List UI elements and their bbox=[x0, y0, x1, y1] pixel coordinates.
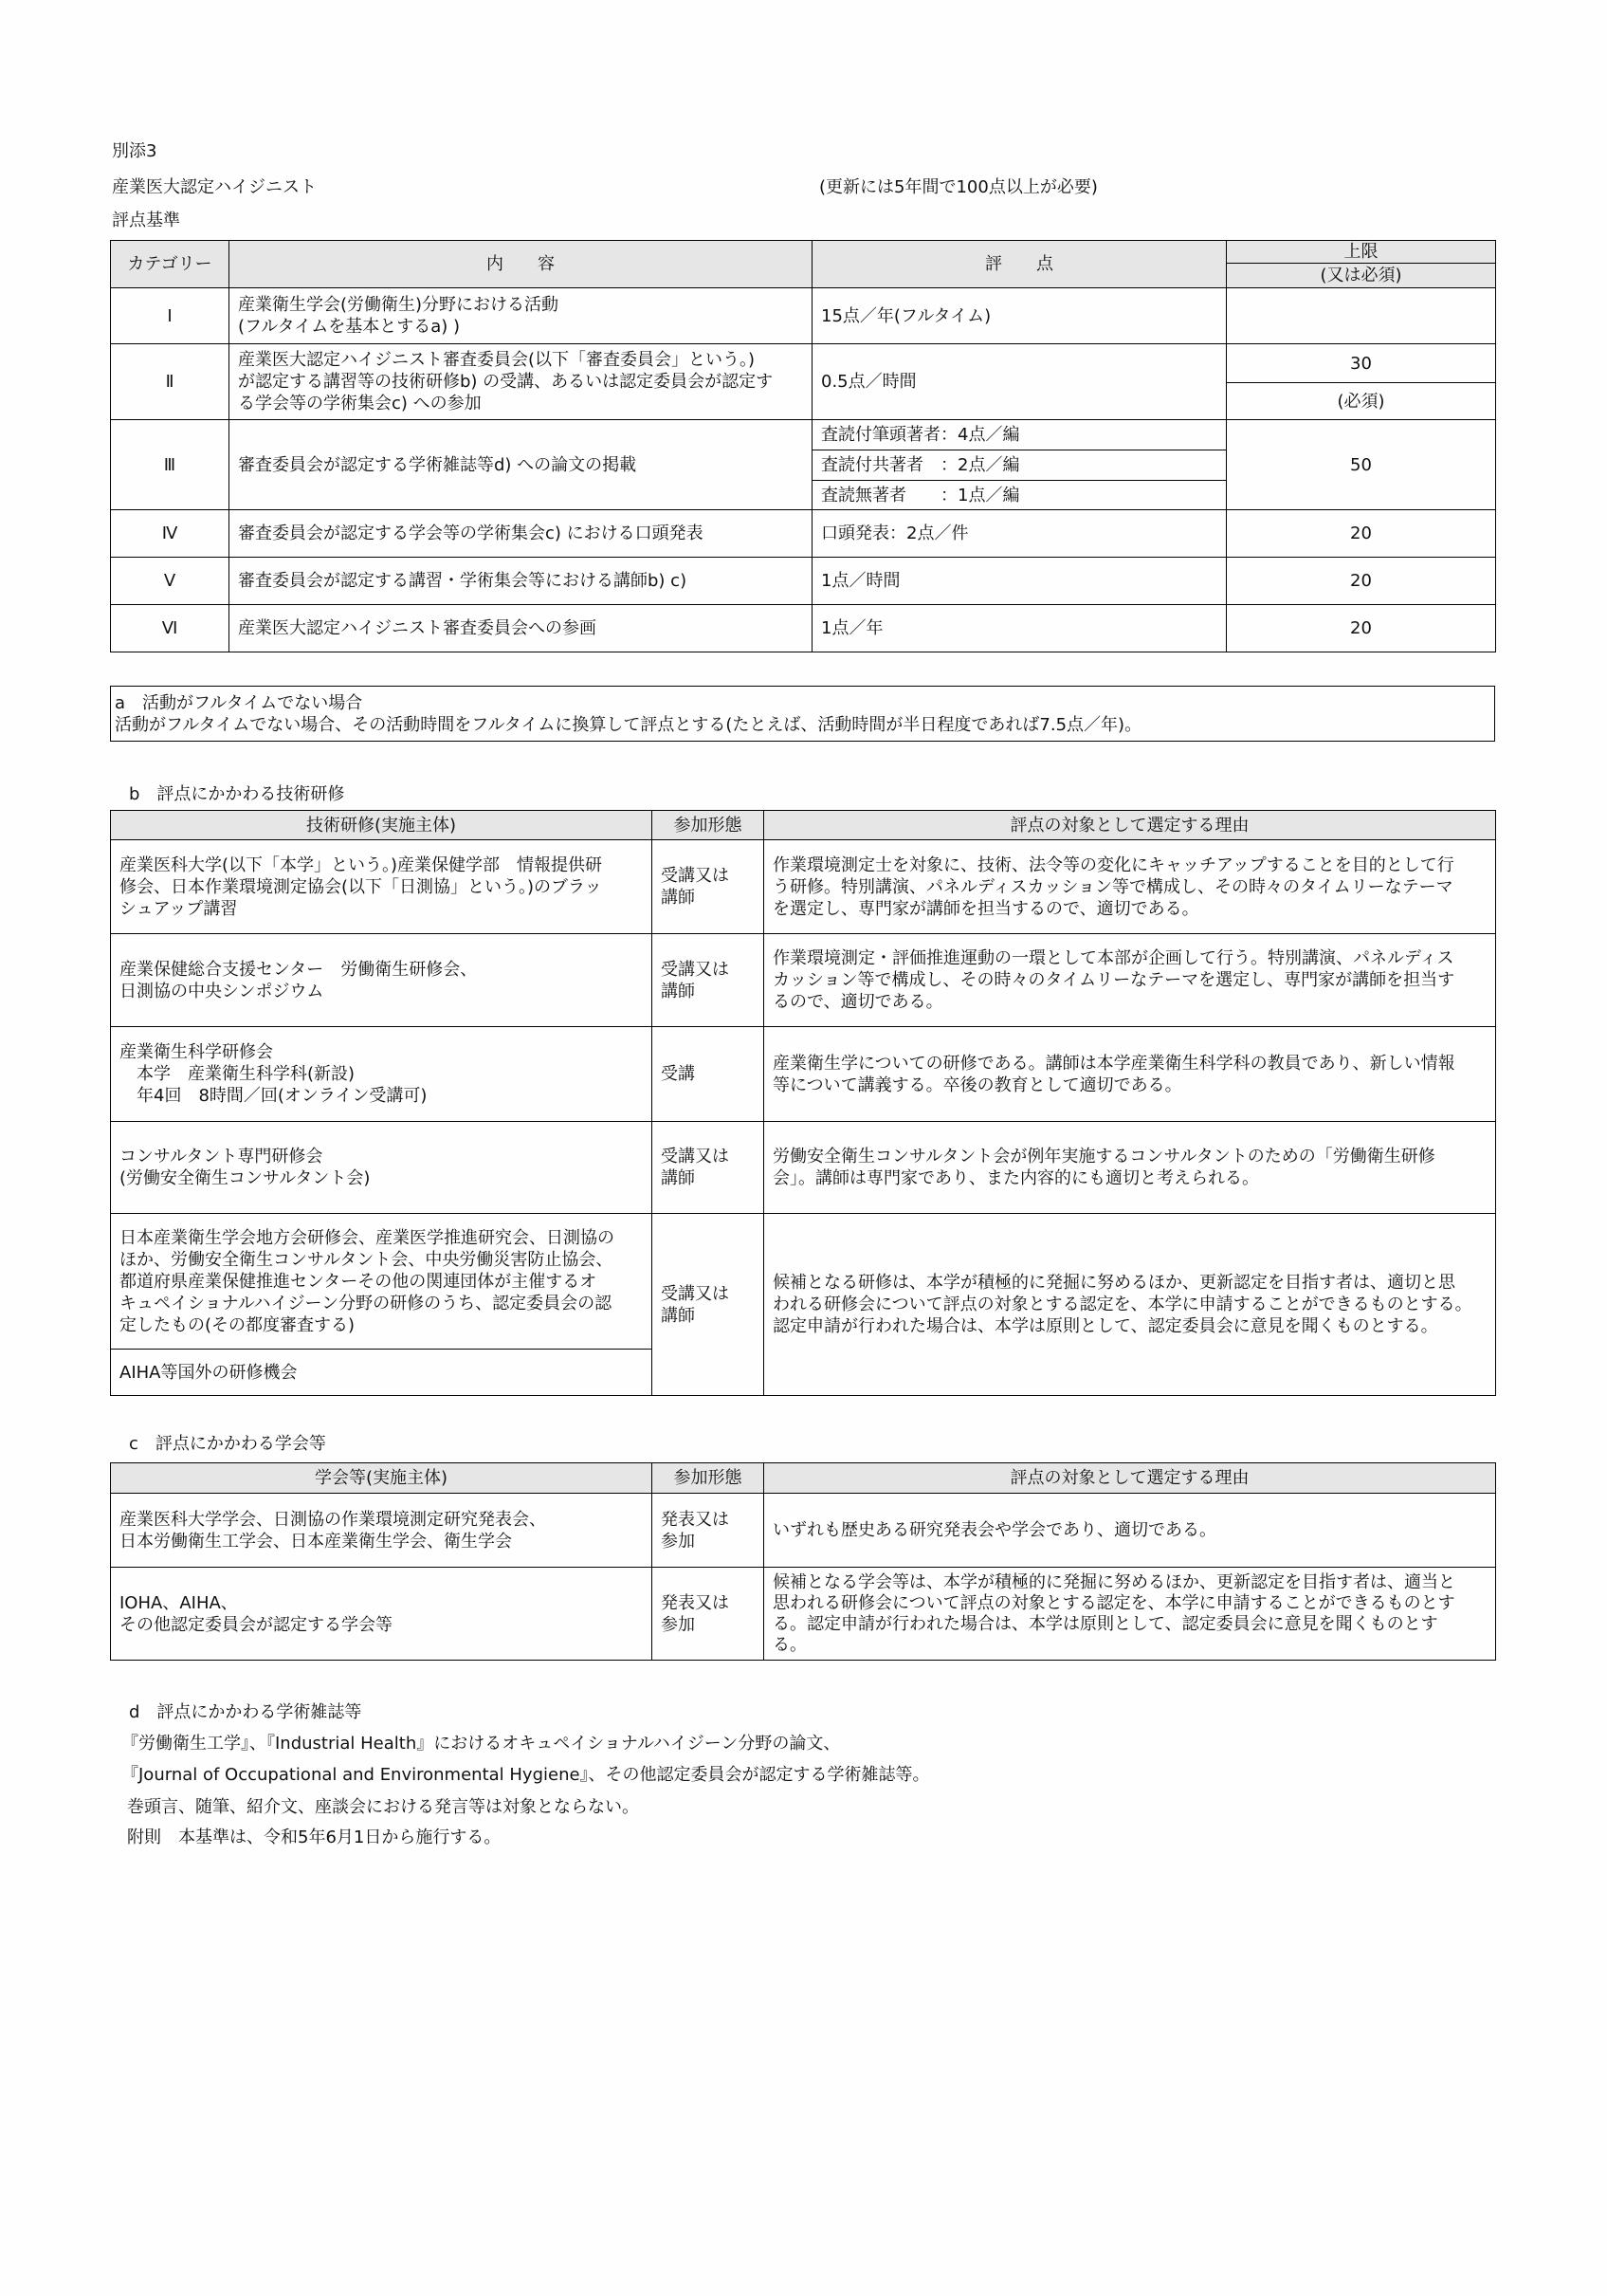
header-score: 評 点 bbox=[813, 241, 1227, 288]
note-a-box bbox=[110, 686, 1495, 742]
note-a-body: 活動がフルタイムでない場合、その活動時間をフルタイムに換算して評点とする(たとえば、活動時間が半日程度であれば7.5点／年)。 bbox=[115, 714, 1142, 735]
reason-cell bbox=[764, 934, 1496, 1027]
participation-cell bbox=[652, 934, 764, 1027]
reason-cell bbox=[764, 840, 1496, 934]
text-line: 参加 bbox=[661, 1531, 695, 1552]
entity-cell bbox=[111, 1494, 652, 1568]
participation-cell bbox=[652, 840, 764, 934]
section-c-title: c 評点にかかわる学会等 bbox=[129, 1434, 326, 1454]
text-line: われる研修会について評点の対象とする認定を、本学に申請することができるものとする。 bbox=[773, 1295, 1472, 1314]
exclusion-note: 巻頭言、随筆、紹介文、座談会における発言等は対象とならない。 bbox=[127, 1797, 639, 1817]
text-line: 作業環境測定士を対象に、技術、法令等の変化にキャッチアップすることを目的として行 bbox=[773, 854, 1454, 875]
content-cell: 産業医大認定ハイジニスト審査委員会への参画 bbox=[229, 605, 813, 652]
table-row bbox=[111, 1214, 1496, 1350]
table-row bbox=[111, 1494, 1496, 1568]
reason-cell bbox=[764, 1027, 1496, 1122]
text-line: 産業衛生学会(労働衛生)分野における活動 bbox=[238, 295, 559, 315]
header-entity: 技術研修(実施主体) bbox=[111, 811, 652, 840]
journal-line: 『労働衛生工学』、『Industrial Health』におけるオキュペイショナルハイジーン分野の論文、 bbox=[121, 1734, 841, 1754]
criteria-label: 評点基準 bbox=[112, 211, 180, 230]
category-cell: Ⅳ bbox=[111, 510, 229, 558]
table-row bbox=[111, 1568, 1496, 1661]
text-line: 等について講義する。卒後の教育として適切である。 bbox=[773, 1075, 1182, 1095]
limit-cell: 30 bbox=[1227, 344, 1496, 383]
limit-cell: 20 bbox=[1227, 510, 1496, 558]
text-line: その他認定委員会が認定する学会等 bbox=[119, 1614, 393, 1635]
header-participation: 参加形態 bbox=[652, 811, 764, 840]
text-line: 候補となる研修は、本学が積極的に発掘に努めるほか、更新認定を目指す者は、適切と思 bbox=[773, 1273, 1455, 1293]
entity-cell bbox=[111, 1214, 652, 1350]
text-line: 日測協の中央シンポジウム bbox=[119, 981, 324, 1001]
text-line: シュアップ講習 bbox=[119, 898, 238, 919]
text-line: ほか、労働安全衛生コンサルタント会、中央労働災害防止協会、 bbox=[119, 1249, 613, 1270]
text-line: 会」。講師は専門家であり、また内容的にも適切と考えられる。 bbox=[773, 1168, 1259, 1188]
table-row bbox=[111, 934, 1496, 1027]
text-line: る。認定申請が行われた場合は、本学は原則として、認定委員会に意見を聞くものとす bbox=[773, 1613, 1438, 1634]
text-line: カッション等で構成し、その時々のタイムリーなテーマを選定し、専門家が講師を担当す bbox=[773, 970, 1455, 990]
reason-cell bbox=[764, 1494, 1496, 1568]
text-line: を選定し、専門家が講師を担当するので、適切である。 bbox=[773, 898, 1199, 919]
score-cell: 査読付筆頭著者：4点／編 bbox=[813, 420, 1227, 450]
text-line: 年4回 8時間／回(オンライン受講可) bbox=[119, 1086, 428, 1106]
category-cell: Ⅰ bbox=[111, 288, 229, 344]
header-content: 内 容 bbox=[229, 241, 813, 288]
entity-cell bbox=[111, 1122, 652, 1214]
text-line: 労働安全衛生コンサルタント会が例年実施するコンサルタントのための「労働衛生研修 bbox=[773, 1147, 1435, 1166]
text-line: 受講又は bbox=[661, 959, 729, 980]
text-line: 定したもの(その都度審査する) bbox=[119, 1314, 356, 1335]
text-line: 作業環境測定・評価推進運動の一環として本部が企画して行う。特別講演、パネルディス bbox=[773, 948, 1454, 968]
category-cell: Ⅵ bbox=[111, 605, 229, 652]
table-row bbox=[111, 1122, 1496, 1214]
technical-training-table bbox=[110, 810, 1496, 1396]
limit-cell bbox=[1227, 288, 1496, 344]
header-reason: 評点の対象として選定する理由 bbox=[764, 1463, 1496, 1494]
table-row bbox=[111, 840, 1496, 934]
header-entity: 学会等(実施主体) bbox=[111, 1463, 652, 1494]
text-line: 修会、日本作業環境測定協会(以下「日測協」という。)のブラッ bbox=[119, 876, 602, 897]
content-cell: 審査委員会が認定する学術雑誌等d) への論文の掲載 bbox=[229, 420, 813, 510]
limit-cell: 20 bbox=[1227, 558, 1496, 605]
limit-cell: 20 bbox=[1227, 605, 1496, 652]
text-line: 参加 bbox=[661, 1614, 695, 1635]
text-line: 候補となる学会等は、本学が積極的に発掘に努めるほか、更新認定を目指す者は、適当と bbox=[773, 1571, 1455, 1592]
renewal-note: (更新には5年間で100点以上が必要) bbox=[819, 177, 1098, 197]
entity-cell: AIHA等国外の研修機会 bbox=[111, 1350, 652, 1396]
text-line: 講師 bbox=[661, 1305, 695, 1326]
text-line: いずれも歴史ある研究発表会や学会であり、適切である。 bbox=[773, 1520, 1216, 1540]
text-line: 産業保健総合支援センター 労働衛生研修会、 bbox=[119, 959, 478, 980]
journal-line: 『Journal of Occupational and Environmental Hygiene』、その他認定委員会が認定する学術雑誌等。 bbox=[121, 1765, 930, 1785]
category-cell: Ⅱ bbox=[111, 344, 229, 420]
header-limit-sub: (又は必須) bbox=[1227, 264, 1496, 288]
text-line: IOHA、AIHA、 bbox=[119, 1592, 238, 1613]
text-line: (労働安全衛生コンサルタント会) bbox=[119, 1168, 371, 1188]
text-line: 受講又は bbox=[661, 1283, 729, 1304]
scoring-table bbox=[110, 240, 1496, 652]
text-line: 産業衛生科学研修会 bbox=[119, 1042, 273, 1062]
table-header-row bbox=[111, 241, 1496, 264]
text-line: 講師 bbox=[661, 981, 695, 1001]
text-line: 産業医大認定ハイジニスト審査委員会(以下「審査委員会」という。) bbox=[238, 350, 756, 370]
score-cell: 査読付共著者 ：2点／編 bbox=[813, 450, 1227, 481]
limit-cell: 50 bbox=[1227, 420, 1496, 510]
participation-cell bbox=[652, 1122, 764, 1214]
participation-cell bbox=[652, 1214, 764, 1396]
score-cell: 0.5点／時間 bbox=[813, 344, 1227, 420]
text-line: が認定する講習等の技術研修b) の受講、あるいは認定委員会が認定す bbox=[238, 372, 774, 392]
table-row bbox=[111, 344, 1496, 383]
category-cell: Ⅲ bbox=[111, 420, 229, 510]
academic-society-table bbox=[110, 1462, 1496, 1661]
score-cell: 1点／年 bbox=[813, 605, 1227, 652]
text-line: 日本産業衛生学会地方会研修会、産業医学推進研究会、日測協の bbox=[119, 1227, 614, 1248]
score-cell: 査読無著者 ：1点／編 bbox=[813, 481, 1227, 510]
text-line: 産業医科大学学会、日測協の作業環境測定研究発表会、 bbox=[119, 1509, 546, 1530]
text-line: 本学 産業衛生科学科(新設) bbox=[119, 1064, 356, 1084]
content-cell: 審査委員会が認定する講習・学術集会等における講師b) c) bbox=[229, 558, 813, 605]
entity-cell bbox=[111, 1027, 652, 1122]
text-line: 思われる研修会について評点の対象とする認定を、本学に申請することができるものとす bbox=[773, 1592, 1455, 1613]
text-line: コンサルタント専門研修会 bbox=[119, 1147, 323, 1166]
participation-cell bbox=[652, 1568, 764, 1661]
table-row bbox=[111, 558, 1496, 605]
text-line: 発表又は bbox=[661, 1509, 729, 1530]
content-cell: 審査委員会が認定する学会等の学術集会c) における口頭発表 bbox=[229, 510, 813, 558]
text-line: 発表又は bbox=[661, 1592, 729, 1613]
text-line: るので、適切である。 bbox=[773, 992, 943, 1012]
score-cell: 口頭発表：2点／件 bbox=[813, 510, 1227, 558]
table-row bbox=[111, 605, 1496, 652]
text-line: 産業医科大学(以下「本学」という。)産業保健学部 情報提供研 bbox=[119, 854, 603, 875]
text-line: る学会等の学術集会c) への参加 bbox=[238, 394, 482, 413]
reason-cell bbox=[764, 1568, 1496, 1661]
content-cell bbox=[229, 288, 813, 344]
text-line: う研修。特別講演、パネルディスカッション等で構成し、その時々のタイムリーなテーマ bbox=[773, 876, 1453, 897]
table-row bbox=[111, 420, 1496, 450]
reason-cell bbox=[764, 1122, 1496, 1214]
score-cell: 15点／年(フルタイム) bbox=[813, 288, 1227, 344]
participation-cell bbox=[652, 1494, 764, 1568]
entity-cell bbox=[111, 1568, 652, 1661]
required-cell: (必須) bbox=[1227, 383, 1496, 420]
table-header-row bbox=[111, 1463, 1496, 1494]
supplementary-provision: 附則 本基準は、令和5年6月1日から施行する。 bbox=[127, 1828, 502, 1847]
entity-cell bbox=[111, 840, 652, 934]
header-limit: 上限 bbox=[1227, 241, 1496, 264]
table-row bbox=[111, 288, 1496, 344]
section-b-title: b 評点にかかわる技術研修 bbox=[129, 784, 345, 804]
text-line: 受講 bbox=[661, 1064, 695, 1084]
header-participation: 参加形態 bbox=[652, 1463, 764, 1494]
text-line: キュペイショナルハイジーン分野の研修のうち、認定委員会の認 bbox=[119, 1293, 612, 1313]
header-reason: 評点の対象として選定する理由 bbox=[764, 811, 1496, 840]
score-cell: 1点／時間 bbox=[813, 558, 1227, 605]
attachment-label: 別添3 bbox=[112, 141, 157, 161]
entity-cell bbox=[111, 934, 652, 1027]
table-header-row bbox=[111, 811, 1496, 840]
document-title: 産業医大認定ハイジニスト bbox=[112, 177, 317, 197]
text-line: 認定申請が行われた場合は、本学は原則として、認定委員会に意見を聞くものとする。 bbox=[773, 1316, 1438, 1336]
text-line: 都道府県産業保健推進センターその他の関連団体が主催するオ bbox=[119, 1271, 597, 1292]
text-line: 講師 bbox=[661, 1168, 695, 1188]
table-row bbox=[111, 510, 1496, 558]
text-line: 受講又は bbox=[661, 866, 729, 886]
text-line: 受講又は bbox=[661, 1147, 729, 1166]
text-line: る。 bbox=[773, 1634, 807, 1655]
table-row bbox=[111, 1027, 1496, 1122]
text-line: (フルタイムを基本とするa) ) bbox=[238, 317, 461, 337]
content-cell bbox=[229, 344, 813, 420]
category-cell: Ⅴ bbox=[111, 558, 229, 605]
header-category: カテゴリー bbox=[111, 241, 229, 288]
text-line: 産業衛生学についての研修である。講師は本学産業衛生科学科の教員であり、新しい情報 bbox=[773, 1053, 1455, 1074]
participation-cell bbox=[652, 1027, 764, 1122]
reason-cell bbox=[764, 1214, 1496, 1396]
text-line: 講師 bbox=[661, 888, 695, 908]
text-line: 日本労働衛生工学会、日本産業衛生学会、衛生学会 bbox=[119, 1531, 512, 1552]
section-d-title: d 評点にかかわる学術雑誌等 bbox=[129, 1702, 362, 1722]
note-a-title: a 活動がフルタイムでない場合 bbox=[115, 692, 363, 713]
